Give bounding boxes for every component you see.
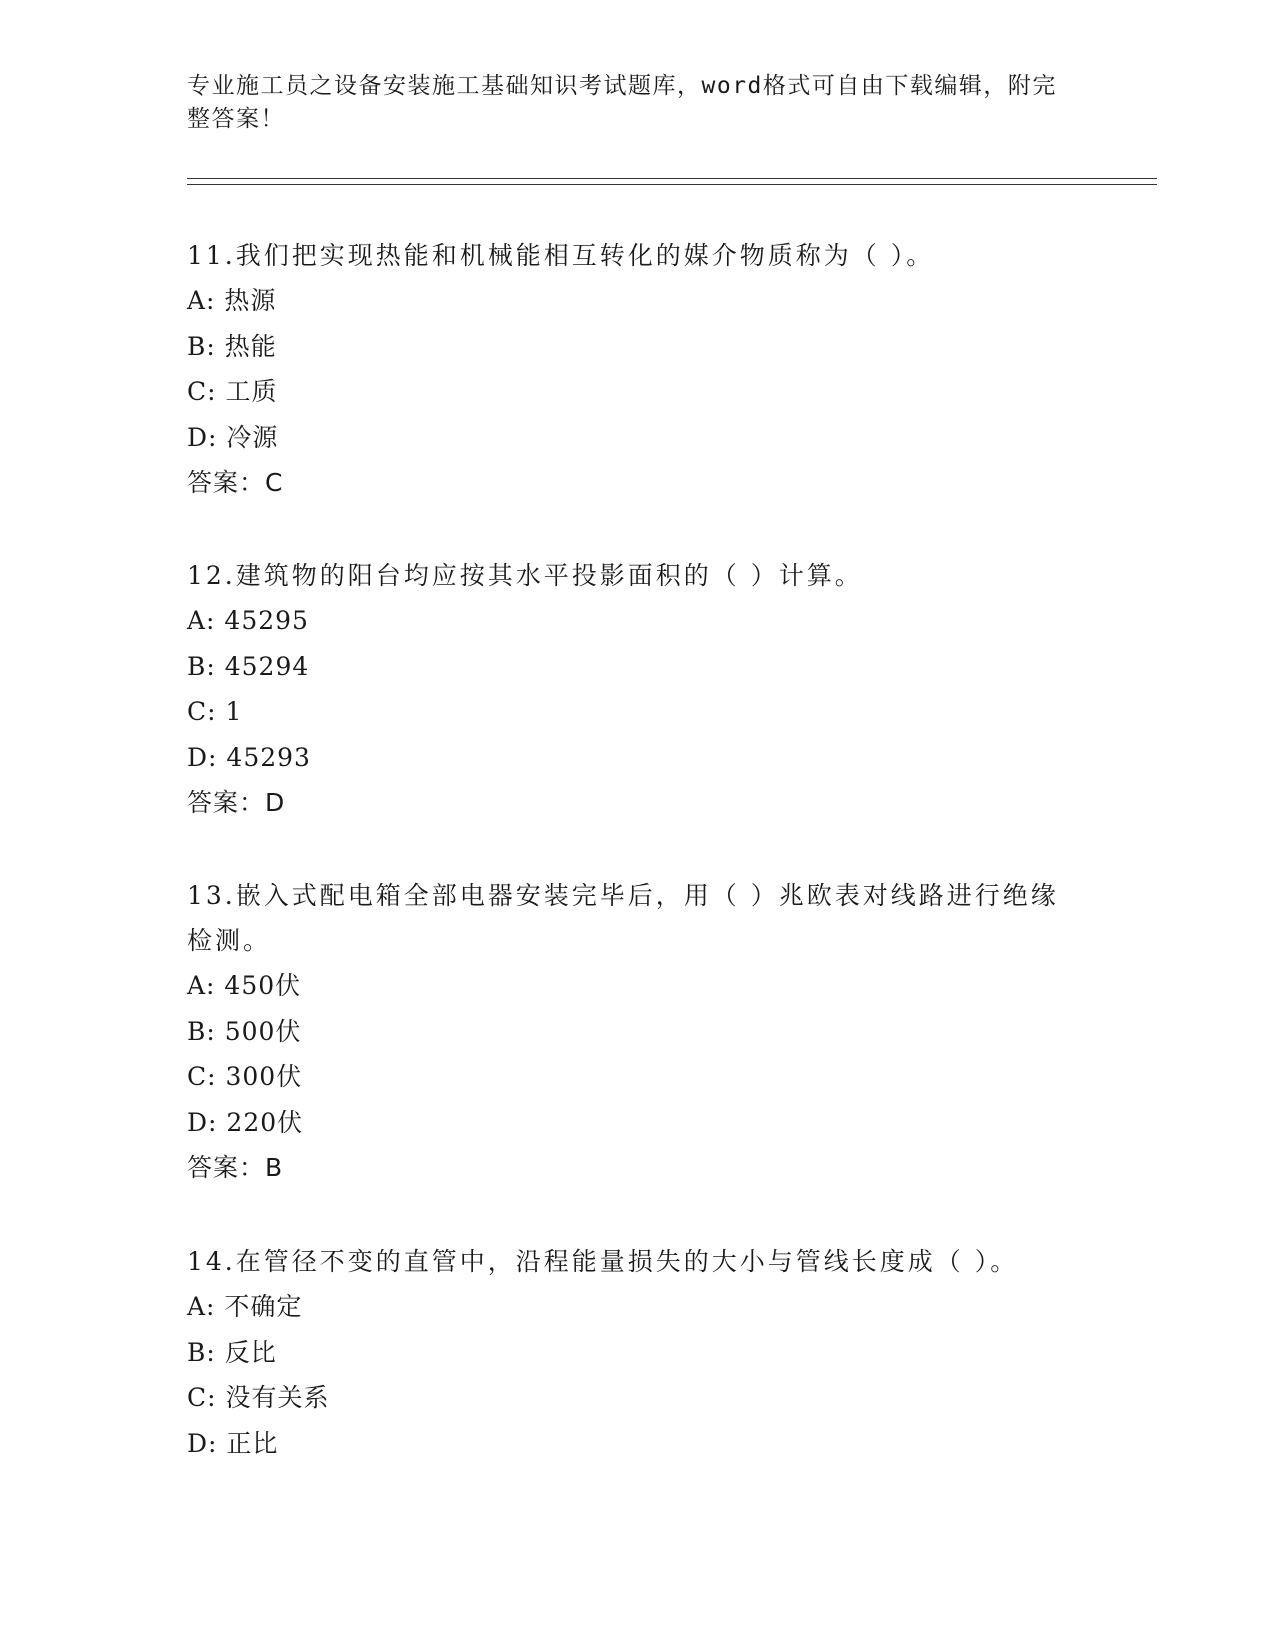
question-item [187,553,1067,826]
question-stem: 12.建筑物的阳台均应按其水平投影面积的（ ）计算。 [187,561,863,590]
option-a: A: 热源 [187,286,277,315]
option-d: D: 45293 [187,742,311,772]
answer-line: 答案：D [187,788,286,817]
option-c: C: 没有关系 [187,1383,330,1412]
option-d: D: 220伏 [187,1107,304,1137]
option-c: C: 工质 [187,377,278,406]
option-a: A: 450伏 [187,971,302,1000]
answer-line: 答案：B [187,1153,284,1182]
question-stem: 11.我们把实现热能和机械能相互转化的媒介物质称为（ ）。 [187,241,935,270]
question-item [187,233,1067,506]
option-b: B: 热能 [187,331,277,361]
document-header: 专业施工员之设备安装施工基础知识考试题库，word格式可自由下载编辑，附完整答案！ [187,73,1057,132]
option-b: B: 反比 [187,1337,277,1367]
option-d: D: 正比 [187,1428,279,1458]
question-item [187,873,1067,1191]
option-a: A: 45295 [187,606,309,635]
question-stem: 14.在管径不变的直管中，沿程能量损失的大小与管线长度成（ ）。 [187,1247,1019,1276]
option-d: D: 冷源 [187,422,279,452]
option-b: B: 500伏 [187,1016,302,1046]
option-b: B: 45294 [187,651,310,681]
option-c: C: 300伏 [187,1062,303,1091]
question-stem: 13.嵌入式配电箱全部电器安装完毕后，用（ ）兆欧表对线路进行绝缘检测。 [187,881,1059,955]
option-c: C: 1 [187,697,243,726]
question-item [187,1239,1067,1466]
answer-line: 答案：C [187,468,284,497]
option-a: A: 不确定 [187,1292,303,1321]
header-divider [187,178,1157,185]
